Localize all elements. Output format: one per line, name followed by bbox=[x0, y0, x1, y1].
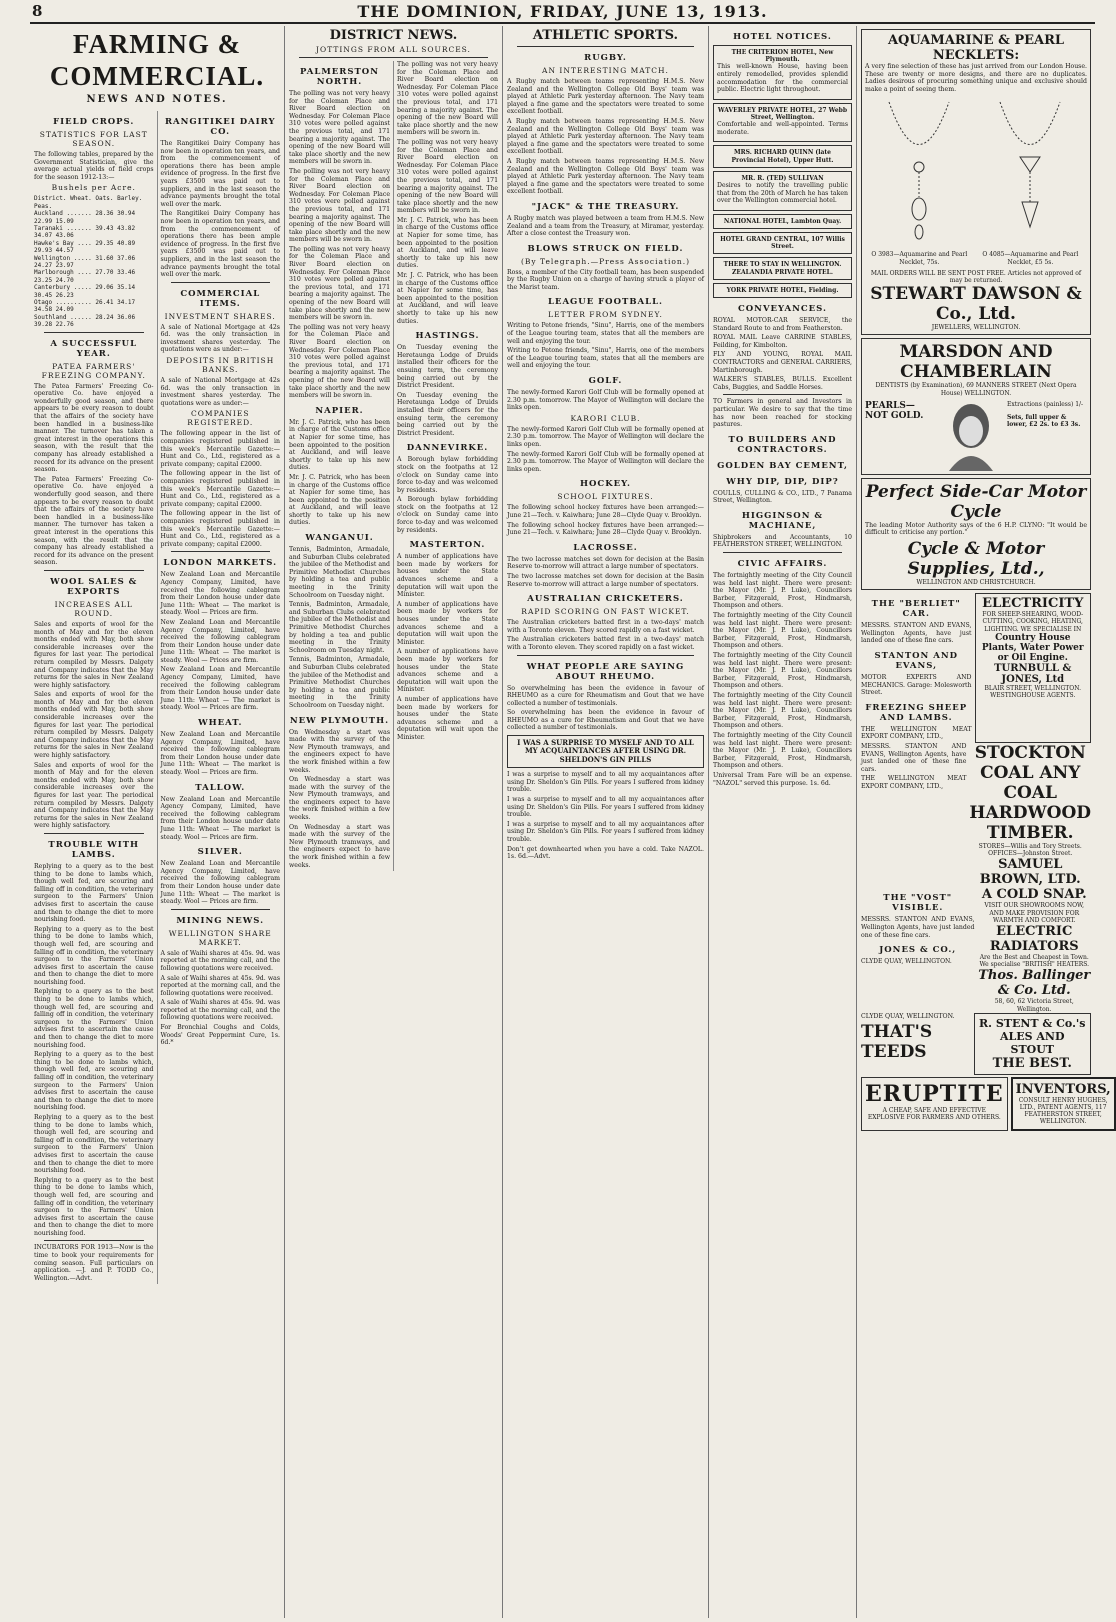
tallow-heading: TALLOW. bbox=[195, 782, 246, 793]
marsdon-chamberlain-ad: MARSDON AND CHAMBERLAIN DENTISTS (by Examination), 69 MANNERS STREET (Next Opera House) WELLINGTON. PEARLS— NOT GOLD. Extractions (painless) 1/- Sets, full upper & lower, £2 2s. to £3 3s. bbox=[861, 338, 1091, 474]
successful-year-sub: PATEA FARMERS' FREEZING COMPANY. bbox=[41, 361, 146, 380]
portrait-icon bbox=[941, 401, 1001, 471]
karori-sub: KARORI CLUB. bbox=[570, 413, 641, 423]
fly-young-ad: FLY AND YOUNG, ROYAL MAIL CONTRACTORS and GENERAL CARRIERS, Martinborough. bbox=[713, 351, 852, 374]
field-crops-sub: STATISTICS FOR LAST SEASON. bbox=[39, 130, 148, 148]
golf-heading: GOLF. bbox=[588, 376, 623, 387]
stewart-dawson-name: STEWART DAWSON & Co., Ltd. bbox=[870, 284, 1082, 325]
lacrosse-heading: LACROSSE. bbox=[573, 542, 638, 553]
freezing-heading: FREEZING SHEEP AND LAMBS. bbox=[865, 702, 968, 723]
column-athletics: ATHLETIC SPORTS. RUGBY. AN INTERESTING MATCH. A Rugby match between teams representing H.M.S. New Zealand and the Wellington College Old Boys' team was played at Athletic Park yesterday afternoon. The Navy team played a fine game and the spectators were treated to some excellent football. A Rugby match between teams representing H.M.S. New Zealand and the Wellington College Old Boys' team was played at Athletic Park yesterday afternoon. The Navy team played a fine game and the spectators were treated to some excellent football. A Rugby match between teams representing H.M.S. New Zealand and the Wellington College Old Boys' team was played at Athletic Park yesterday afternoon. The Navy team played a fine game and the spectators were treated to some excellent football. "JACK" & THE TREASURY. A Rugby match was played between a team from H.M.S. New Zealand and a team from the Treasury, at Miramar, yesterday. After a close contest the Treasury won. BLOWS STRUCK ON FIELD. (By Telegraph.—Press Association.) Ross, a member of the City football team, has been suspended by the Rugby Union on a charge of having struck a player of the Marist team. LEAGUE FOOTBALL. LETTER FROM SYDNEY. Writing to Petone friends, "Sinu", Harris, one of the members of the League touring team, states that all the members are well and enjoying the tour. Writing to Petone friends, "Sinu", Harris, one of the members of the League touring team, states that all the members are well and enjoying the tour. GOLF. The newly-formed Karori Golf Club will be formally opened at 2.30 p.m. tomorrow. The Mayor of Wellington will declare the links open. KARORI CLUB. The newly-formed Karori Golf Club will be formally opened at 2.30 p.m. tomorrow. The Mayor of Wellington will declare the links open. The newly-formed Karori Golf Club will be formally opened at 2.30 p.m. tomorrow. The Mayor of Wellington will declare the links open. HOCKEY. SCHOOL FIXTURES. The following school hockey fixtures have been arranged:— June 21—Tech. v. Kaiwhara; June 28—Clyde Quay v. Brooklyn. The following school hockey fixtures have been arranged:— June 21—Tech. v. Kaiwhara; June 28—Clyde Quay v. Brooklyn. LACROSSE. The two lacrosse matches set down for decision at the Basin Reserve to-morrow will attract a large number of spectators. The two lacrosse matches set down for decision at the Basin Reserve to-morrow will attract a large number of spectators. AUSTRALIAN CRICKETERS. RAPID SCORING ON FAST WICKET. The Australian cricketers batted first in a two-days' match with a Toronto eleven. They scored rapidly on a fast wicket. The Australian cricketers batted first in a two-days' match with a Toronto eleven. They scored rapidly on a fast wicket. WHAT PEOPLE ARE SAYING ABOUT RHEUMO. So overwhelming has been the evidence in favour of RHEUMO as a cure for Rheumatism and Gout that we have collected a number of testimonials. So overwhelming has been the evidence in favour of RHEUMO as a cure for Rheumatism and Gout that we have collected a number of testimonials. I WAS A SURPRISE TO MYSELF AND TO ALL MY ACQUAINTANCES AFTER USING DR. SHELDON'S GIN PILLS I was a surprise to myself and to all my acquaintances after using Dr. Sheldon's Gin Pills. For years I suffered from kidney trouble. I was a surprise to myself and to all my acquaintances after using Dr. Sheldon's Gin Pills. For years I suffered from kidney trouble. I was a surprise to myself and to all my acquaintances after using Dr. Sheldon's Gin Pills. For years I suffered from kidney trouble. Don't get downhearted when you have a cold. Take NAZOL. 1s. 6d.—Advt. bbox=[503, 26, 709, 1618]
cricketers-heading: AUSTRALIAN CRICKETERS. bbox=[527, 594, 684, 605]
higginson-heading: HIGGINSON & MACHIANE, bbox=[741, 510, 824, 531]
mining-sub: WELLINGTON SHARE MARKET. bbox=[168, 928, 272, 947]
crops-table-row: Canterbury ..... 29.06 35.14 30.45 26.23 bbox=[34, 284, 136, 299]
electricity-heading: ELECTRICITY bbox=[982, 596, 1084, 612]
palmerston-text: The polling was not very heavy for the Coleman Place and River Board election on Wednesday. For Coleman Place 310 votes were polled against the previous total, and 171 bearing a majority against. The opening of the new Board will take place shortly and the new members will be sworn in. bbox=[289, 90, 390, 166]
hotel-notices-heading: HOTEL NOTICES. bbox=[733, 32, 832, 42]
investment-text: A sale of National Mortgage at 42s 6d. was the only transaction in investment shares yesterday. The quotations were as under:— bbox=[160, 323, 280, 354]
seeds-heading: THAT'S TEEDS bbox=[861, 1022, 933, 1063]
blows-heading: BLOWS STRUCK ON FIELD. bbox=[527, 243, 684, 254]
necklet-icon bbox=[995, 97, 1065, 247]
wool-sales-sub: INCREASES ALL ROUND. bbox=[54, 599, 133, 618]
mining-heading: MINING NEWS. bbox=[176, 915, 265, 926]
people-saying-text: So overwhelming has been the evidence in favour of RHEUMO as a cure for Rheumatism and Gout that we have collected a number of testimonials. bbox=[507, 684, 704, 707]
hastings-heading: HASTINGS. bbox=[415, 331, 480, 342]
national-hotel-ad: NATIONAL HOTEL, Lambton Quay. bbox=[713, 214, 852, 229]
league-sub: LETTER FROM SYDNEY. bbox=[548, 310, 663, 320]
hastings-text: On Tuesday evening the Heretaunga Lodge of Druids installed their officers for the ensuing term, the ceremony being carried out by the District President. bbox=[397, 344, 498, 390]
dannevirke-heading: DANNEVIRKE. bbox=[406, 443, 489, 454]
crops-table-row: Marlborough .... 27.70 33.46 23.25 24.70 bbox=[34, 269, 136, 284]
gin-pills-ad bbox=[507, 735, 704, 768]
crops-table-row: Otago .......... 26.41 34.17 34.58 24.09 bbox=[34, 299, 136, 314]
napier-heading: NAPIER. bbox=[315, 405, 364, 416]
masterton-heading: MASTERTON. bbox=[409, 540, 486, 551]
news-notes-heading: NEWS AND NOTES. bbox=[86, 94, 228, 105]
incubators-ad: INCUBATORS FOR 1913—Now is the time to book your requirements for coming season. Full particulars on application. —J. and P. TODD Co., Wellington.—Advt. bbox=[34, 1244, 154, 1282]
masthead-title: THE DOMINION, FRIDAY, JUNE 13, 1913. bbox=[357, 2, 768, 21]
higginson-text: Shipbrokers and Accountants, 10 FEATHERSTON STREET, WELLINGTON. bbox=[713, 533, 852, 549]
hockey-sub: SCHOOL FIXTURES. bbox=[557, 492, 654, 502]
nazol-ad: Don't get downhearted when you have a cold. Take NAZOL. 1s. 6d.—Advt. bbox=[507, 845, 704, 861]
mining-text: A sale of Waihi shares at 45s. 9d. was reported at the morning call, and the following quotations were received. bbox=[160, 949, 280, 972]
wheat-heading: WHEAT. bbox=[198, 718, 243, 729]
companies-sub: COMPANIES REGISTERED. bbox=[187, 409, 254, 428]
column-ads: AQUAMARINE & PEARL NECKLETS: A very fine selection of these has just arrived from our London House. These are twenty or more designs, and there are no duplicates. Ladies desirous of procuring something unique and exclusive should make a point of seeing them. O 3983—Aquamarine and Pearl Necklet, 75s. O 4085—Aquamarine and Pearl Necklet, £5 5s. MAIL ORDERS WILL BE SENT POST FREE. Articles not approved of may be returned. STEWART DAWSON & Co., Ltd. JEWELLERS, WELLINGTON. MARSDON AND CHAMBERLAIN DENTISTS (by Examination), 69 MANNERS STREET (Next Opera House) WELLINGTON. PEARLS— NOT GOLD. Extractions (painless) 1/- Sets, full upper & lower, £2 2s. to £3 3s. Perfect Side-Car Motor Cycle The leading Motor Authority says of the 6 H.P. CLYNO: "It would be difficult to criticise any portion." Cycle & Motor Supplies, Ltd., WELLINGTON AND CHRISTCHURCH. THE "BERLIET" CAR. MESSRS. STANTON AND EVANS, Wellington Agents, have just landed one of these fine cars. STANTON AND EVANS, MOTOR EXPERTS AND MECHANICS. Garage: Molesworth Street. FREEZING SHEEP AND LAMBS. THE WELLINGTON MEAT EXPORT COMPANY, LTD., ELECTRICITY FOR SHEEP-SHEARING, WOOD-CUTTING, COOKING, HEATING, LIGHTING. WE SPECIALISE IN Country House Plants, Water Power or Oil Engine. TURNBULL & JONES, Ltd BLAIR STREET, WELLINGTON. WESTINGHOUSE AGENTS. MESSRS. STANTON AND EVANS, Wellington Agents, have just landed one of these fine cars. THE WELLINGTON MEAT EXPORT COMPANY, LTD., STOCKTON COAL ANY COAL HARDWOOD TIMBER. STORES—Willis and Tory Streets. OFFICES—Johnston Street. SAMUEL BROWN, LTD. THE "VOST" VISIBLE. MESSRS. STANTON AND EVANS, Wellington Agents, have just landed one of these fine cars. JONES & CO., CLYDE QUAY, WELLINGTON. A COLD SNAP. VISIT OUR SHOWROOMS NOW, AND MAKE PROVISION FOR WARMTH AND COMFORT. ELECTRIC RADIATORS Are the Best and Cheapest in Town. We specialise "BRITISH" HEATERS. Thos. Ballinger & Co. Ltd. 58, 60, 62 Victoria Street, Wellington. CLYDE QUAY, WELLINGTON. THAT'S TEEDS R. STENT & Co.'s ALES AND STOUT THE BEST. ERUPTITE A CHEAP, SAFE AND EFFECTIVE EXPLOSIVE FOR FARMERS AND OTHERS. INVENTORS, CONSULT HENRY HUGHES, LTD., PATENT AGENTS, 117 FEATHERSTON STREET, WELLINGTON. bbox=[857, 26, 1095, 1618]
stewart-dawson-ad: AQUAMARINE & PEARL NECKLETS: A very fine selection of these has just arrived from our London House. These are twenty or more designs, and there are no duplicates. Ladies desirous of procuring something unique and exclusive should make a point of seeing them. O 3983—Aquamarine and Pearl Necklet, 75s. O 4085—Aquamarine and Pearl Necklet, £5 5s. MAIL ORDERS WILL BE SENT POST FREE. Articles not approved of may be returned. STEWART DAWSON & Co., Ltd. JEWELLERS, WELLINGTON. bbox=[861, 29, 1091, 335]
wool-sales-heading: WOOL SALES & EXPORTS bbox=[50, 576, 138, 597]
quinn-hotel-ad: MRS. RICHARD QUINN (late Provincial Hotel), Upper Hutt. bbox=[713, 145, 852, 167]
cricketers-text: The Australian cricketers batted first in a two-days' match with a Toronto eleven. They scored rapidly on a fast wicket. bbox=[507, 619, 704, 634]
coulls-agents: COULLS, CULLING & CO., LTD., 7 Panama Street, Wellington. bbox=[713, 489, 852, 505]
commercial-heading: COMMERCIAL ITEMS. bbox=[180, 288, 261, 309]
columns bbox=[30, 26, 1111, 1618]
civic-affairs-heading: CIVIC AFFAIRS. bbox=[737, 559, 828, 570]
column-farming: FARMING & COMMERCIAL. NEWS AND NOTES. FIELD CROPS. STATISTICS FOR LAST SEASON. The following tables, prepared by the Government Statistician, give the average actual yields of field crops for the season 1912-13:— Bushels per Acre. District. Wheat. Oats. Barley. Peas. Auckland ....... 28.36 30.94 22.99 15.09 Taranaki ....... 39.43 43.82 34.07 43.06 Hawke's Bay .... 29.35 40.89 29.93 44.57 Wellington ..... 31.60 37.06 24.27 23.97 Marlborough .... 27.70 33.46 23.25 24.70 Canterbury ..... 29.06 35.14 30.45 26.23 Otago .......... 26.41 34.17 34.58 24.09 Southland ...... 28.24 36.06 39.28 22.76 A SUCCESSFUL YEAR. PATEA FARMERS' FREEZING COMPANY. The Patea Farmers' Freezing Co-operative Co. have enjoyed a wonderfully good season, and there appears to be every reason to doubt that the affairs of the society have been handled in a business-like manner. The turnover has taken a great interest in the operations this season, with the result that the company has already established a record for its advance on the present season. The Patea Farmers' Freezing Co-operative Co. have enjoyed a wonderfully good season, and there appears to be every reason to doubt that the affairs of the society have been handled in a business-like manner. The turnover has taken a great interest in the operations this season, with the result that the company has already established a record for its advance on the present season. WOOL SALES & EXPORTS INCREASES ALL ROUND. Sales and exports of wool for the month of May and for the eleven months ended with May, both show considerable increases over the figures for last year. The periodical return compiled by Messrs. Dalgety and Company indicates that the May returns for the sales in New Zealand were highly satisfactory. Sales and exports of wool for the month of May and for the eleven months ended with May, both show considerable increases over the figures for last year. The periodical return compiled by Messrs. Dalgety and Company indicates that the May returns for the sales in New Zealand were highly satisfactory. Sales and exports of wool for the month of May and for the eleven months ended with May, both show considerable increases over the figures for last year. The periodical return compiled by Messrs. Dalgety and Company indicates that the May returns for the sales in New Zealand were highly satisfactory. TROUBLE WITH LAMBS. Replying to a query as to the best thing to be done to lambs which, though well fed, are scouring and falling off in condition, the veterinary surgeon to the Farmers' Union advises first to ascertain the cause and then to change the diet to more nourishing food. Replying to a query as to the best thing to be done to lambs which, though well fed, are scouring and falling off in condition, the veterinary surgeon to the Farmers' Union advises first to ascertain the cause and then to change the diet to more nourishing food. Replying to a query as to the best thing to be done to lambs which, though well fed, are scouring and falling off in condition, the veterinary surgeon to the Farmers' Union advises first to ascertain the cause and then to change the diet to more nourishing food. Replying to a query as to the best thing to be done to lambs which, though well fed, are scouring and falling off in condition, the veterinary surgeon to the Farmers' Union advises first to ascertain the cause and then to change the diet to more nourishing food. Replying to a query as to the best thing to be done to lambs which, though well fed, are scouring and falling off in condition, the veterinary surgeon to the Farmers' Union advises first to ascertain the cause and then to change the diet to more nourishing food. Replying to a query as to the best thing to be done to lambs which, though well fed, are scouring and falling off in condition, the veterinary surgeon to the Farmers' Union advises first to ascertain the cause and then to change the diet to more nourishing food. INCUBATORS FOR 1913—Now is the time to book your requirements for coming season. Full particulars on application. —J. and P. TODD Co., Wellington.—Advt. RANGITIKEI DAIRY CO. The Rangitikei Dairy Company has now been in operation ten years, and from the commencement of operations there has been ample evidence of progress. In the first five years £3500 was paid out to suppliers, and in the last season the advance payments brought the total well over the mark. The Rangitikei Dairy Company has now been in operation ten years, and from the commencement of operations there has been ample evidence of progress. In the first five years £3500 was paid out to suppliers, and in the last season the advance payments brought the total well over the mark. COMMERCIAL ITEMS. INVESTMENT SHARES. A sale of National Mortgage at 42s 6d. was the only transaction in investment shares yesterday. The quotations were as under:— DEPOSITS IN BRITISH BANKS. A sale of National Mortgage at 42s 6d. was the only transaction in investment shares yesterday. The quotations were as under:— COMPANIES REGISTERED. The following appear in the list of companies registered published in this week's Mercantile Gazette:— Hunt and Co., Ltd., registered as a private company; capital £2000. The following appear in the list of companies registered published in this week's Mercantile Gazette:— Hunt and Co., Ltd., registered as a private company; capital £2000. The following appear in the list of companies registered published in this week's Mercantile Gazette:— Hunt and Co., Ltd., registered as a private company; capital £2000. LONDON MARKETS. New Zealand Loan and Mercantile Agency Company, Limited, have received the following cablegram from their London house under date June 11th: Wheat — The market is steady. Wool — Prices are firm. New Zealand Loan and Mercantile Agency Company, Limited, have received the following cablegram from their London house under date June 11th: Wheat — The market is steady. Wool — Prices are firm. New Zealand Loan and Mercantile Agency Company, Limited, have received the following cablegram from their London house under date June 11th: Wheat — The market is steady. Wool — Prices are firm. WHEAT. New Zealand Loan and Mercantile Agency Company, Limited, have received the following cablegram from their London house under date June 11th: Wheat — The market is steady. Wool — Prices are firm. TALLOW. New Zealand Loan and Mercantile Agency Company, Limited, have received the following cablegram from their London house under date June 11th: Wheat — The market is steady. Wool — Prices are firm. SILVER. New Zealand Loan and Mercantile Agency Company, Limited, have received the following cablegram from their London house under date June 11th: Wheat — The market is steady. Wool — Prices are firm. MINING NEWS. WELLINGTON SHARE MARKET. A sale of Waihi shares at 45s. 9d. was reported at the morning call, and the following quotations were received. A sale of Waihi shares at 45s. 9d. was reported at the morning call, and the following quotations were received. A sale of Waihi shares at 45s. 9d. was reported at the morning call, and the following quotations were received. For Bronchial Coughs and Colds, Woods' Great Peppermint Cure, 1s. 6d.* bbox=[30, 26, 285, 1618]
wanganui-heading: WANGANUI. bbox=[305, 533, 374, 544]
london-markets-heading: LONDON MARKETS. bbox=[163, 558, 278, 569]
people-saying-heading: WHAT PEOPLE ARE SAYING ABOUT RHEUMO. bbox=[526, 661, 685, 682]
district-sub: JOTTINGS FROM ALL SOURCES. bbox=[316, 45, 471, 54]
rugby-sub: AN INTERESTING MATCH. bbox=[542, 66, 669, 75]
new-plymouth-heading: NEW PLYMOUTH. bbox=[289, 715, 390, 726]
necklet-icon bbox=[884, 97, 954, 247]
farmers-notice: TO Farmers in general and Investors in particular. We desire to say that the time has now been reached for stocking pastures. bbox=[713, 398, 852, 429]
walkers-stables-ad: WALKER'S STABLES, BULLS. Excellent Cabs, Buggies, and Saddle Horses. bbox=[713, 376, 852, 391]
masterton-text: A number of applications have been made by workers for houses under the State advances scheme and a deputation will wait upon the Minister. bbox=[397, 553, 498, 599]
jones-co-name: JONES & CO., bbox=[879, 945, 957, 956]
table-caption: Bushels per Acre. bbox=[51, 183, 136, 193]
field-crops-heading: FIELD CROPS. bbox=[53, 117, 135, 127]
deposits-sub: DEPOSITS IN BRITISH BANKS. bbox=[166, 356, 275, 375]
league-text: Writing to Petone friends, "Sinu", Harris, one of the members of the League touring team, states that all the members are well and enjoying the tour. bbox=[507, 322, 704, 345]
gin-pills-text: I was a surprise to myself and to all my acquaintances after using Dr. Sheldon's Gin Pills. For years I suffered from kidney trouble. bbox=[507, 771, 704, 794]
sullivan-hotel-ad: MR. R. (TED) SULLIVAN Desires to notify the travelling public that from the 20th of March he has taken over the Wellington commercial hotel. bbox=[713, 171, 852, 211]
tram-fare-ad: Universal Tram Fare will be an expense. "NAZOL" served this purpose. 1s. 6d. bbox=[713, 771, 852, 787]
jack-treasury-heading: "JACK" & THE TREASURY. bbox=[531, 201, 680, 212]
royal-mail-ad: ROYAL MAIL Leave CARRINE STABLES, Feilding, for Kimbolton. bbox=[713, 334, 852, 349]
field-crops-text: The following tables, prepared by the Government Statistician, give the average actual yields of field crops for the season 1912-13:— bbox=[34, 151, 154, 181]
cold-snap-heading: A COLD SNAP. bbox=[981, 887, 1087, 903]
ballinger-name: Thos. Ballinger & Co. Ltd. bbox=[978, 968, 1091, 999]
successful-year-heading: A SUCCESSFUL YEAR. bbox=[50, 338, 138, 359]
civic-affairs-text: The fortnightly meeting of the City Council was held last night. There were present: the Mayor (Mr. J. P. Luke), Councillors Barber, Fitzgerald, Frost, Hindmarsh, Thompson and others. bbox=[713, 572, 852, 610]
royal-motor-ad: ROYAL MOTOR-CAR SERVICE, the Standard Route to and from Featherston. bbox=[713, 316, 852, 332]
blows-text: Ross, a member of the City football team, has been suspended by the Rugby Union on a charge of having struck a player of the Marist team. bbox=[507, 268, 704, 291]
column-notices: HOTEL NOTICES. THE CRITERION HOTEL, New Plymouth. This well-known House, having been entirely remodelled, provides splendid accommodation for the commercial public. Electric light throughout. WAVERLEY PRIVATE HOTEL, 27 Webb Street, Wellington. Comfortable and well-appointed. Terms moderate. MRS. RICHARD QUINN (late Provincial Hotel), Upper Hutt. MR. R. (TED) SULLIVAN Desires to notify the travelling public that from the 20th of March he has taken over the Wellington commercial hotel. NATIONAL HOTEL, Lambton Quay. HOTEL GRAND CENTRAL, 107 Willis Street. THERE TO STAY IN WELLINGTON. ZEALANDIA PRIVATE HOTEL. YORK PRIVATE HOTEL, Fielding. CONVEYANCES. ROYAL MOTOR-CAR SERVICE, the Standard Route to and from Featherston. ROYAL MAIL Leave CARRINE STABLES, Feilding, for Kimbolton. FLY AND YOUNG, ROYAL MAIL CONTRACTORS and GENERAL CARRIERS, Martinborough. WALKER'S STABLES, BULLS. Excellent Cabs, Buggies, and Saddle Horses. TO Farmers in general and Investors in particular. We desire to say that the time has now been reached for stocking pastures. TO BUILDERS AND CONTRACTORS. GOLDEN BAY CEMENT, WHY DIP, DIP, DIP? COULLS, CULLING & CO., LTD., 7 Panama Street, Wellington. HIGGINSON & MACHIANE, Shipbrokers and Accountants, 10 FEATHERSTON STREET, WELLINGTON. CIVIC AFFAIRS. The fortnightly meeting of the City Council was held last night. There were present: the Mayor (Mr. J. P. Luke), Councillors Barber, Fitzgerald, Frost, Hindmarsh, Thompson and others. The fortnightly meeting of the City Council was held last night. There were present: the Mayor (Mr. J. P. Luke), Councillors Barber, Fitzgerald, Frost, Hindmarsh, Thompson and others. The fortnightly meeting of the City Council was held last night. There were present: the Mayor (Mr. J. P. Luke), Councillors Barber, Fitzgerald, Frost, Hindmarsh, Thompson and others. The fortnightly meeting of the City Council was held last night. There were present: the Mayor (Mr. J. P. Luke), Councillors Barber, Fitzgerald, Frost, Hindmarsh, Thompson and others. The fortnightly meeting of the City Council was held last night. There were present: the Mayor (Mr. J. P. Luke), Councillors Barber, Fitzgerald, Frost, Hindmarsh, Thompson and others. Universal Tram Fare will be an expense. "NAZOL" served this purpose. 1s. 6d. bbox=[709, 26, 857, 1618]
dannevirke-text: A Borough bylaw forbidding stock on the footpaths at 12 o'clock on Sunday came into force to-day and was welcomed by residents. bbox=[397, 456, 498, 494]
new-plymouth-text: On Wednesday a start was made with the survey of the New Plymouth tramways, and the engineers expect to have the work finished within a few weeks. bbox=[289, 728, 390, 774]
builders-heading: TO BUILDERS AND CONTRACTORS. bbox=[728, 434, 837, 455]
aquamarine-heading: AQUAMARINE & PEARL NECKLETS: bbox=[887, 33, 1065, 63]
typewriter-heading: THE "VOST" VISIBLE. bbox=[883, 893, 953, 914]
samuel-brown-name: SAMUEL BROWN, LTD. bbox=[979, 857, 1081, 888]
waverley-hotel-ad: WAVERLEY PRIVATE HOTEL, 27 Webb Street, Wellington. Comfortable and well-appointed. Terms moderate. bbox=[713, 103, 852, 143]
crops-table-row: Wellington ..... 31.60 37.06 24.27 23.97 bbox=[34, 254, 136, 270]
golf-text: The newly-formed Karori Golf Club will be formally opened at 2.30 p.m. tomorrow. The Mayor of Wellington will declare the links open. bbox=[507, 389, 704, 412]
successful-year-text: The Patea Farmers' Freezing Co-operative Co. have enjoyed a wonderfully good season, and there appears to be every reason to doubt that the affairs of the society have been handled in a business-like manner. The turnover has taken a great interest in the operations this season, with the result that the company has already established a record for its advance on the present season. bbox=[34, 382, 154, 474]
hockey-heading: HOCKEY. bbox=[580, 479, 631, 490]
crops-table-row: Hawke's Bay .... 29.35 40.89 29.93 44.57 bbox=[34, 239, 136, 255]
page-number: 8 bbox=[32, 2, 43, 20]
crops-table-row: Southland ...... 28.24 36.06 39.28 22.76 bbox=[34, 313, 136, 329]
rangitikei-text: The Rangitikei Dairy Company has now been in operation ten years, and from the commencement of operations there has been ample evidence of progress. In the first five years £3500 was paid out to suppliers, and in the last season the advance payments brought the total well over the mark. bbox=[160, 140, 280, 208]
jack-treasury-text: A Rugby match was played between a team from H.M.S. New Zealand and a team from the Treasury, at Miramar, yesterday. After a close contest the Treasury won. bbox=[507, 214, 704, 238]
rangitikei-heading: RANGITIKEI DAIRY CO. bbox=[164, 117, 276, 137]
marsdon-name: MARSDON AND CHAMBERLAIN bbox=[899, 342, 1053, 383]
rugby-heading: RUGBY. bbox=[584, 53, 627, 63]
companies-text: The following appear in the list of companies registered published in this week's Mercantile Gazette:— Hunt and Co., Ltd., registered as a private company; capital £2000. bbox=[160, 430, 280, 468]
criterion-hotel-ad: THE CRITERION HOTEL, New Plymouth. This well-known House, having been entirely remodelled, provides splendid accommodation for the commercial public. Electric light throughout. bbox=[713, 45, 852, 100]
wool-sales-text: Sales and exports of wool for the month of May and for the eleven months ended with May, both show considerable increases over the figures for last year. The periodical return compiled by Messrs. Dalgety and Company indicates that the May returns for the sales in New Zealand were highly satisfactory. bbox=[34, 620, 154, 689]
crops-table-header: District. Wheat. Oats. Barley. Peas. bbox=[34, 195, 143, 210]
wanganui-text: Tennis, Badminton, Armadale, and Suburban Clubs celebrated the jubilee of the Methodist and Primitive Methodist Churches by holding a tea and public meeting in the Trinity Schoolroom on Tuesday night. bbox=[289, 546, 390, 599]
investment-sub: INVESTMENT SHARES. bbox=[164, 311, 276, 321]
district-heading: DISTRICT NEWS. bbox=[329, 28, 458, 43]
eruptite-heading: ERUPTITE bbox=[865, 1080, 1004, 1107]
hockey-text: The following school hockey fixtures have been arranged:— June 21—Tech. v. Kaiwhara; June 28—Clyde Quay v. Brooklyn. bbox=[507, 504, 704, 519]
crops-table-row: Taranaki ....... 39.43 43.82 34.07 43.06 bbox=[34, 225, 136, 240]
cricketers-sub: RAPID SCORING ON FAST WICKET. bbox=[521, 607, 690, 617]
cement-heading: GOLDEN BAY CEMENT, bbox=[717, 460, 848, 471]
rugby-text: A Rugby match between teams representing H.M.S. New Zealand and the Wellington College Old Boys' team was played at Athletic Park yesterday afternoon. The Navy team played a fine game and the spectators were treated to some excellent football. bbox=[507, 78, 704, 116]
berliet-heading: THE "BERLIET" CAR. bbox=[871, 599, 961, 620]
trouble-lambs-text: Replying to a query as to the best thing to be done to lambs which, though well fed, are scouring and falling off in condition, the veterinary surgeon to the Farmers' Union advises first to ascertain the cause and then to change the diet to more nourishing food. bbox=[34, 862, 154, 924]
palmerston-heading: PALMERSTON NORTH. bbox=[300, 67, 379, 87]
athletic-heading: ATHLETIC SPORTS. bbox=[532, 28, 679, 43]
grand-central-hotel-ad: HOTEL GRAND CENTRAL, 107 Willis Street. bbox=[713, 232, 852, 254]
dip-heading: WHY DIP, DIP, DIP? bbox=[726, 476, 839, 487]
league-heading: LEAGUE FOOTBALL. bbox=[547, 297, 664, 308]
stockton-coal-heading: STOCKTON COAL ANY COAL HARDWOOD TIMBER. bbox=[969, 742, 1091, 843]
masthead bbox=[30, 2, 1095, 24]
silver-heading: SILVER. bbox=[197, 847, 243, 858]
york-hotel-ad: YORK PRIVATE HOTEL, Fielding. bbox=[713, 283, 852, 298]
trouble-lambs-heading: TROUBLE WITH LAMBS. bbox=[48, 839, 140, 860]
conveyances-heading: CONVEYANCES. bbox=[738, 303, 827, 314]
stent-name: R. STENT & Co.'s bbox=[979, 1016, 1086, 1030]
blows-sub: (By Telegraph.—Press Association.) bbox=[520, 256, 691, 266]
side-car-ad: Perfect Side-Car Motor Cycle The leading Motor Authority says of the 6 H.P. CLYNO: "It would be difficult to criticise any portion." Cycle & Motor Supplies, Ltd., WELLINGTON AND CHRISTCHURCH. bbox=[861, 478, 1091, 590]
crops-table-row: Auckland ....... 28.36 30.94 22.99 15.09 bbox=[34, 210, 136, 225]
lacrosse-text: The two lacrosse matches set down for decision at the Basin Reserve to-morrow will attract a large number of spectators. bbox=[507, 555, 704, 571]
column-district: DISTRICT NEWS. JOTTINGS FROM ALL SOURCES. PALMERSTON NORTH. The polling was not very heavy for the Coleman Place and River Board election on Wednesday. For Coleman Place 310 votes were polled against the previous total, and 171 bearing a majority against. The opening of the new Board will take place shortly and the new members will be sworn in. The polling was not very heavy for the Coleman Place and River Board election on Wednesday. For Coleman Place 310 votes were polled against the previous total, and 171 bearing a majority against. The opening of the new Board will take place shortly and the new members will be sworn in. The polling was not very heavy for the Coleman Place and River Board election on Wednesday. For Coleman Place 310 votes were polled against the previous total, and 171 bearing a majority against. The opening of the new Board will take place shortly and the new members will be sworn in. The polling was not very heavy for the Coleman Place and River Board election on Wednesday. For Coleman Place 310 votes were polled against the previous total, and 171 bearing a majority against. The opening of the new Board will take place shortly and the new members will be sworn in. NAPIER. Mr. J. C. Patrick, who has been in charge of the Customs office at Napier for some time, has been appointed to the position at Auckland, and will leave shortly to take up his new duties. Mr. J. C. Patrick, who has been in charge of the Customs office at Napier for some time, has been appointed to the position at Auckland, and will leave shortly to take up his new duties. WANGANUI. Tennis, Badminton, Armadale, and Suburban Clubs celebrated the jubilee of the Methodist and Primitive Methodist Churches by holding a tea and public meeting in the Trinity Schoolroom on Tuesday night. Tennis, Badminton, Armadale, and Suburban Clubs celebrated the jubilee of the Methodist and Primitive Methodist Churches by holding a tea and public meeting in the Trinity Schoolroom on Tuesday night. Tennis, Badminton, Armadale, and Suburban Clubs celebrated the jubilee of the Methodist and Primitive Methodist Churches by holding a tea and public meeting in the Trinity Schoolroom on Tuesday night. NEW PLYMOUTH. On Wednesday a start was made with the survey of the New Plymouth tramways, and the engineers expect to have the work finished within a few weeks. On Wednesday a start was made with the survey of the New Plymouth tramways, and the engineers expect to have the work finished within a few weeks. On Wednesday a start was made with the survey of the New Plymouth tramways, and the engineers expect to have the work finished within a few weeks. The polling was not very heavy for the Coleman Place and River Board election on Wednesday. For Coleman Place 310 votes were polled against the previous total, and 171 bearing a majority against. The opening of the new Board will take place shortly and the new members will be sworn in. The polling was not very heavy for the Coleman Place and River Board election on Wednesday. For Coleman Place 310 votes were polled against the previous total, and 171 bearing a majority against. The opening of the new Board will take place shortly and the new members will be sworn in. Mr. J. C. Patrick, who has been in charge of the Customs office at Napier for some time, has been appointed to the position at Auckland, and will leave shortly to take up his new duties. Mr. J. C. Patrick, who has been in charge of the Customs office at Napier for some time, has been appointed to the position at Auckland, and will leave shortly to take up his new duties. HASTINGS. On Tuesday evening the Heretaunga Lodge of Druids installed their officers for the ensuing term, the ceremony being carried out by the District President. On Tuesday evening the Heretaunga Lodge of Druids installed their officers for the ensuing term, the ceremony being carried out by the District President. DANNEVIRKE. A Borough bylaw forbidding stock on the footpaths at 12 o'clock on Sunday came into force to-day and was welcomed by residents. A Borough bylaw forbidding stock on the footpaths at 12 o'clock on Sunday came into force to-day and was welcomed by residents. MASTERTON. A number of applications have been made by workers for houses under the State advances scheme and a deputation will wait upon the Minister. A number of applications have been made by workers for houses under the State advances scheme and a deputation will wait upon the Minister. A number of applications have been made by workers for houses under the State advances scheme and a deputation will wait upon the Minister. A number of applications have been made by workers for houses under the State advances scheme and a deputation will wait upon the Minister. bbox=[285, 26, 503, 1618]
inventors-heading: INVENTORS, bbox=[1015, 1081, 1111, 1097]
farming-heading: FARMING & COMMERCIAL. bbox=[49, 29, 265, 91]
zealandia-hotel-ad: THERE TO STAY IN WELLINGTON. ZEALANDIA PRIVATE HOTEL. bbox=[713, 257, 852, 279]
necklet-illustrations: O 3983—Aquamarine and Pearl Necklet, 75s. O 4085—Aquamarine and Pearl Necklet, £5 5s. bbox=[865, 97, 1087, 265]
gin-pills-headline: I WAS A SURPRISE TO MYSELF AND TO ALL MY ACQUAINTANCES AFTER USING DR. SHELDON'S GIN PILLS bbox=[517, 738, 694, 764]
london-markets-text: New Zealand Loan and Mercantile Agency Company, Limited, have received the following cablegram from their London house under date June 11th: Wheat — The market is steady. Wool — Prices are firm. bbox=[160, 571, 280, 617]
napier-text: Mr. J. C. Patrick, who has been in charge of the Customs office at Napier for some time, has been appointed to the position at Auckland, and will leave shortly to take up his new duties. bbox=[289, 418, 390, 472]
electric-radiators-heading: ELECTRIC RADIATORS bbox=[989, 923, 1079, 954]
